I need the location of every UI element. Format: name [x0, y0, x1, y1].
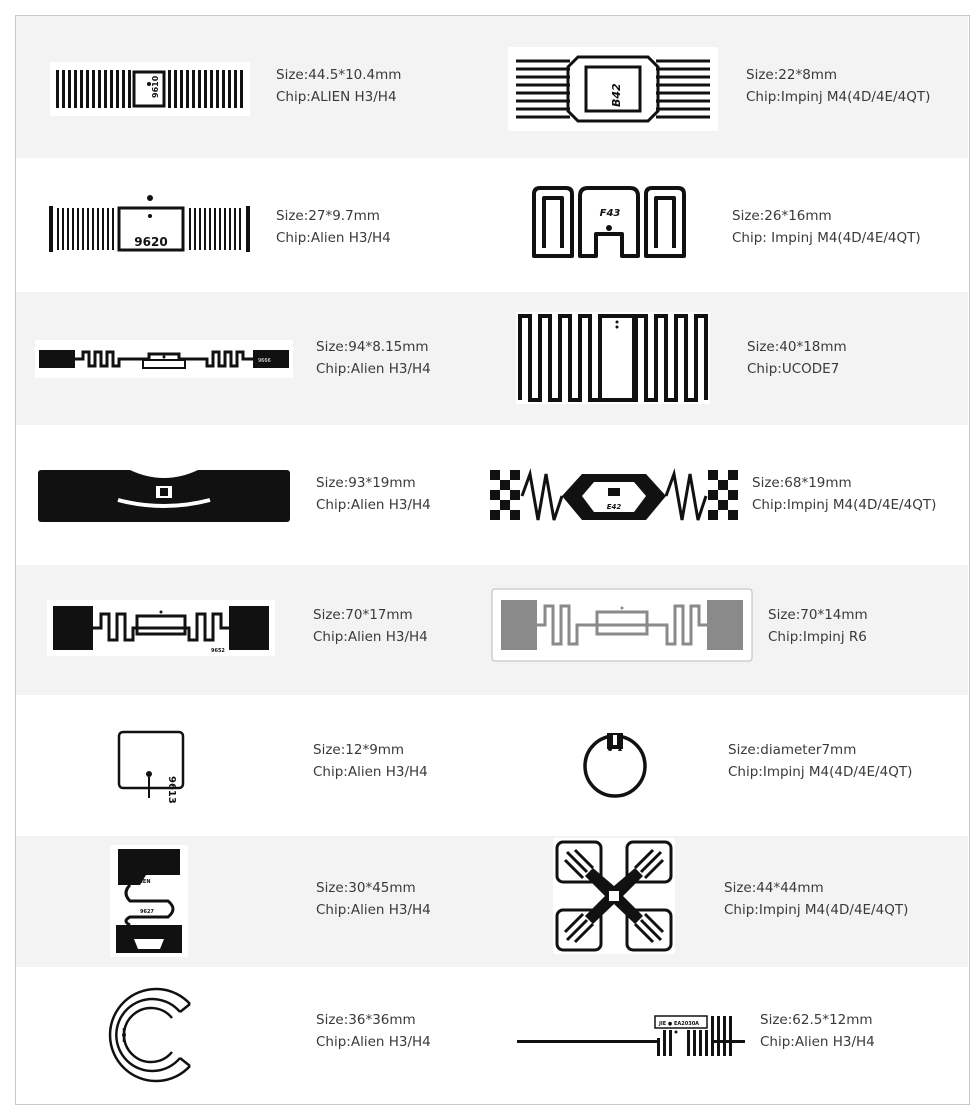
chip-text: Chip:UCODE7 — [747, 361, 840, 377]
inlay-label: JIE ● EA2030A — [659, 1021, 700, 1027]
inlay-r6-image — [491, 588, 753, 662]
size-text: Size:40*18mm — [747, 339, 847, 355]
inlay-label: E42 — [606, 503, 622, 511]
chip-text: Chip:Alien H3/H4 — [316, 902, 431, 918]
inlay-b42-image — [508, 47, 718, 131]
size-text: Size:26*16mm — [732, 208, 832, 224]
chip-text: Chip:Impinj R6 — [768, 629, 867, 645]
size-text: Size:36*36mm — [316, 1012, 416, 1028]
inlay-9610-image — [50, 62, 250, 116]
chip-text: Chip:Alien H3/H4 — [276, 230, 391, 246]
inlay-9613-image — [115, 728, 187, 802]
chip-text: Chip:ALIEN H3/H4 — [276, 89, 397, 105]
inlay-label: 9666 — [258, 358, 271, 364]
inlay-brand-label: ALIEN — [134, 879, 151, 885]
chip-text: Chip:Impinj M4(4D/4E/4QT) — [746, 89, 931, 105]
inlay-36x36-image — [100, 984, 200, 1086]
chip-text: Chip:Impinj M4(4D/4E/4QT) — [724, 902, 909, 918]
size-text: Size:22*8mm — [746, 67, 838, 83]
chip-text: Chip:Alien H3/H4 — [313, 764, 428, 780]
inlay-9652-image — [47, 600, 275, 656]
size-text: Size:44*44mm — [724, 880, 824, 896]
inlay-label: 9627 — [140, 909, 154, 915]
size-text: Size:68*19mm — [752, 475, 852, 491]
inlay-label: 9620 — [134, 235, 168, 249]
inlay-9627-image — [110, 845, 188, 957]
chip-text: Chip:Alien H3/H4 — [316, 1034, 431, 1050]
inlay-f43-image — [530, 184, 688, 260]
inlay-label: 9613 — [166, 776, 177, 804]
size-text: Size:70*17mm — [313, 607, 413, 623]
chip-text: Chip: Impinj M4(4D/4E/4QT) — [732, 230, 921, 246]
inlay-93x19-image — [38, 466, 290, 522]
chip-text: Chip:Impinj M4(4D/4E/4QT) — [752, 497, 937, 513]
inlay-label: 9652 — [211, 648, 225, 654]
inlay-94x8-image — [35, 340, 293, 378]
size-text: Size:12*9mm — [313, 742, 405, 758]
chip-text: Chip:Impinj M4(4D/4E/4QT) — [728, 764, 913, 780]
size-text: Size:70*14mm — [768, 607, 868, 623]
chip-text: Chip:Alien H3/H4 — [316, 497, 431, 513]
chip-text: Chip:Alien H3/H4 — [316, 361, 431, 377]
size-text: Size:94*8.15mm — [316, 339, 429, 355]
chip-text: Chip:Alien H3/H4 — [760, 1034, 875, 1050]
inlay-62x12-image — [517, 1010, 745, 1058]
size-text: Size:44.5*10.4mm — [276, 67, 402, 83]
size-text: Size:30*45mm — [316, 880, 416, 896]
inlay-label: 9610 — [151, 75, 160, 98]
chip-text: Chip:Alien H3/H4 — [313, 629, 428, 645]
inlay-e42-image — [486, 466, 742, 528]
size-text: Size:62.5*12mm — [760, 1012, 873, 1028]
inlay-44x44-image — [553, 838, 675, 954]
size-text: Size:27*9.7mm — [276, 208, 380, 224]
inlay-label: F43 — [599, 208, 621, 219]
size-text: Size:93*19mm — [316, 475, 416, 491]
inlay-ucode7-image — [516, 312, 710, 404]
size-text: Size:diameter7mm — [728, 742, 857, 758]
inlay-9620-image — [47, 192, 252, 258]
inlay-label: B42 — [610, 83, 623, 107]
inlay-dia7-image — [580, 729, 650, 799]
